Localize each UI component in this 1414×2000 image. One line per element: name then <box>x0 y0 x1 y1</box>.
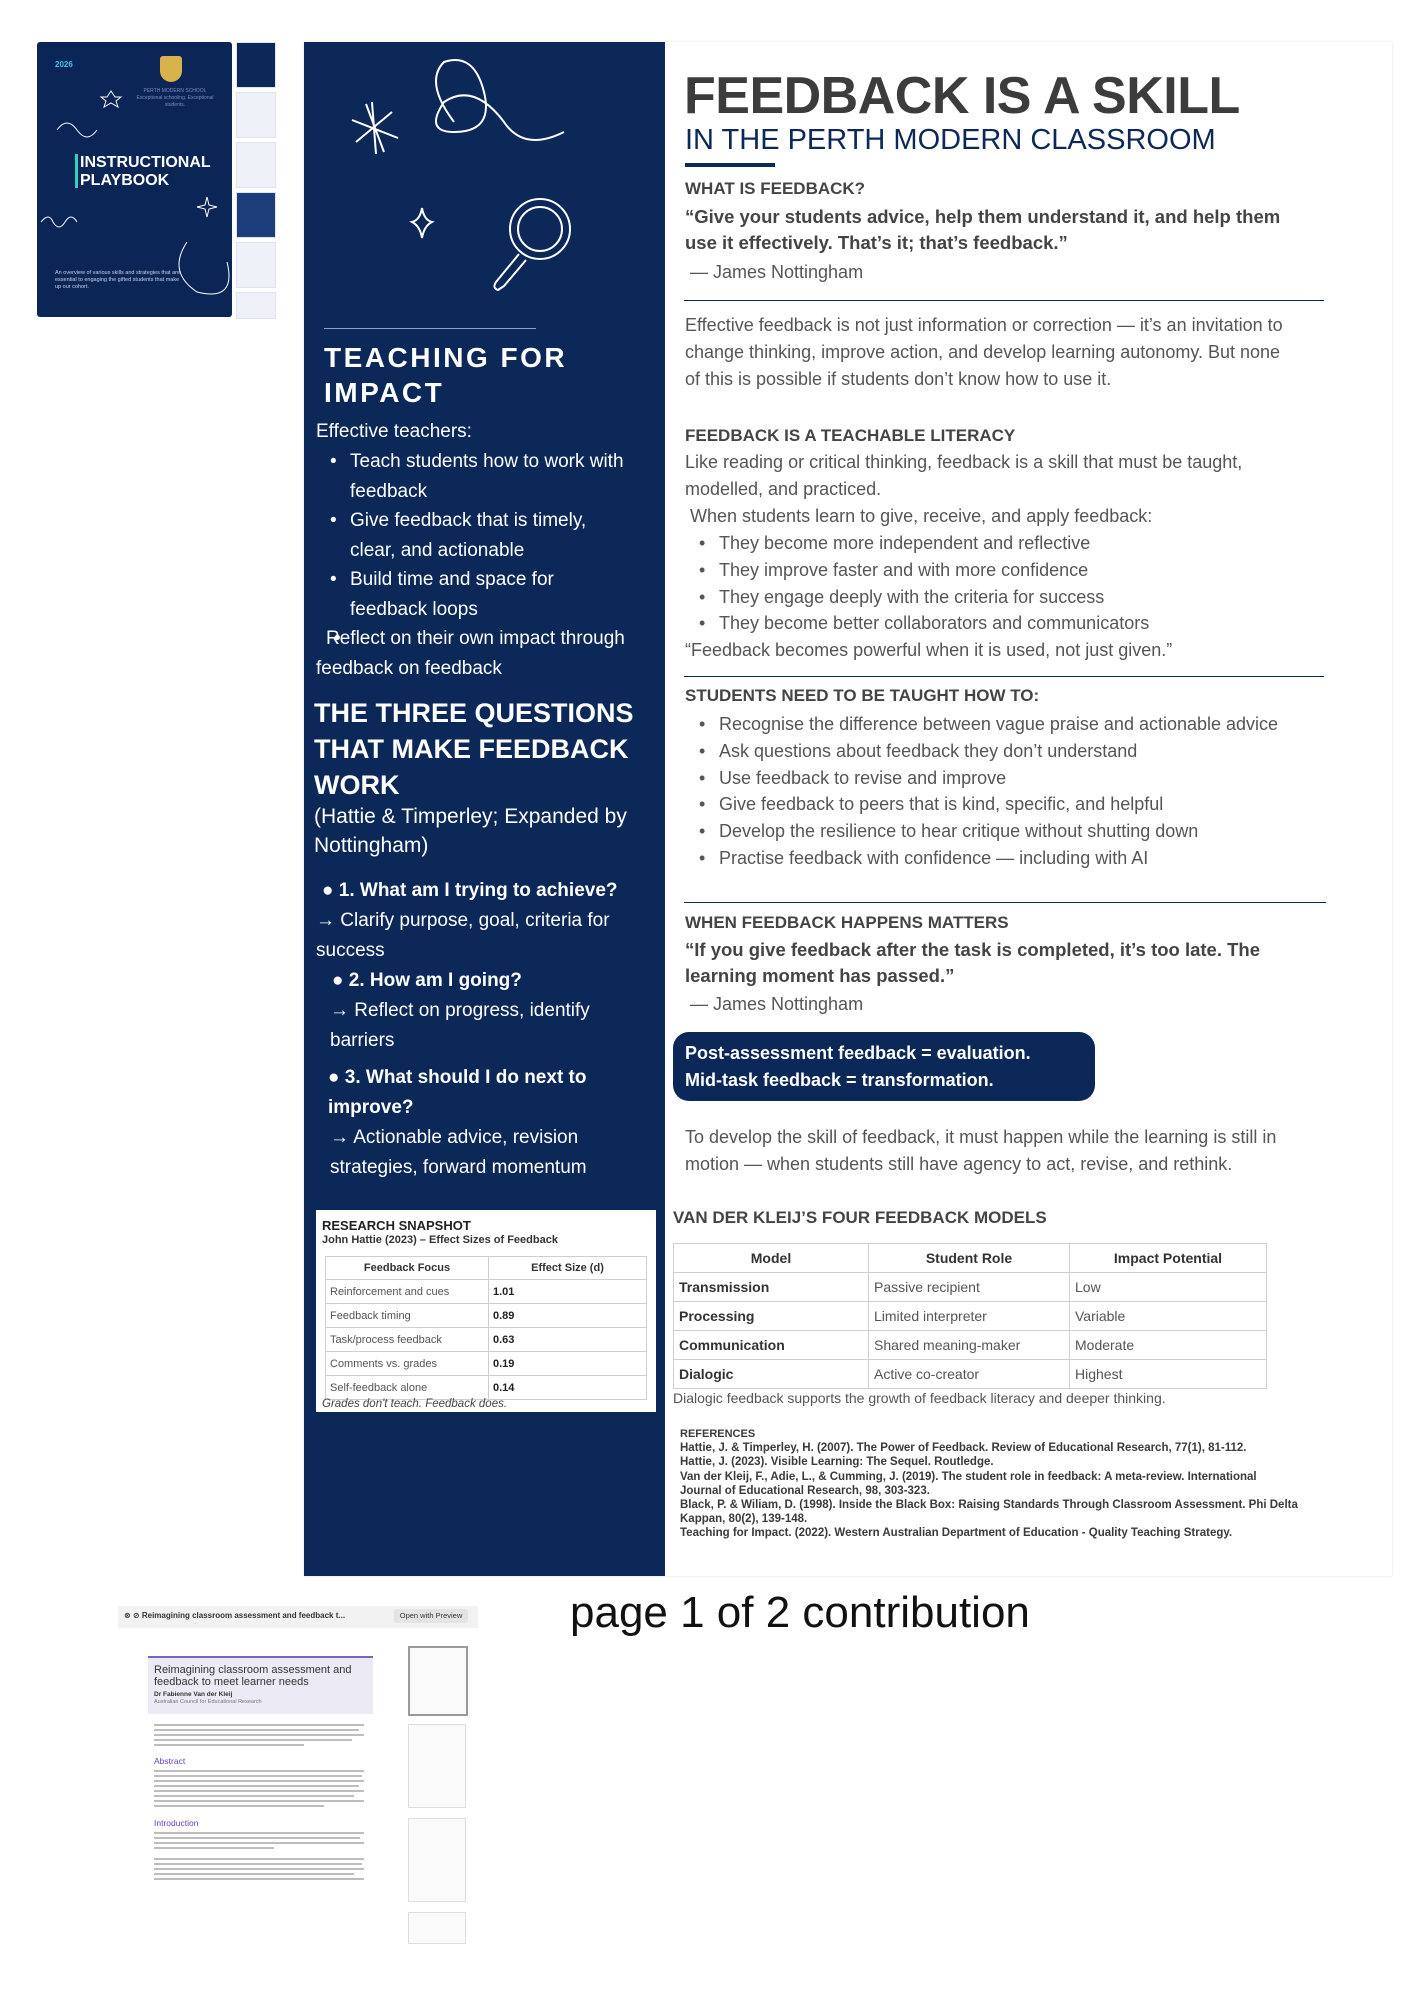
teaching-intro: Effective teachers: <box>316 421 472 442</box>
text-line <box>154 1739 352 1741</box>
column-header: Feedback Focus <box>326 1257 489 1280</box>
table-row <box>326 1376 647 1400</box>
table-cell: Moderate <box>1070 1331 1267 1360</box>
page-thumbnail[interactable] <box>236 142 276 188</box>
list-item: • Develop the resilience to hear critique without shutting down <box>685 818 1295 845</box>
snapshot-subtitle: John Hattie (2023) – Effect Sizes of Feedback <box>322 1234 558 1246</box>
callout-line: Mid-task feedback = transformation. <box>685 1070 994 1090</box>
abstract-heading: Abstract <box>154 1756 186 1766</box>
table-header <box>674 1244 1267 1273</box>
introduction-heading: Introduction <box>154 1818 199 1828</box>
table-row <box>326 1304 647 1328</box>
page-thumbnail[interactable] <box>236 92 276 138</box>
table-header <box>326 1257 647 1280</box>
students-taught-heading: STUDENTS NEED TO BE TAUGHT HOW TO: <box>685 686 1040 705</box>
table-cell: Limited interpreter <box>869 1302 1070 1331</box>
school-crest-icon <box>160 56 182 82</box>
list-item: • Use feedback to revise and improve <box>685 765 1295 792</box>
star-icon <box>412 208 432 238</box>
playbook-page-thumbnails[interactable] <box>236 42 276 317</box>
table-cell: Dialogic <box>674 1360 869 1389</box>
students-taught-list <box>685 711 1295 872</box>
text-line <box>154 1780 364 1782</box>
table-cell: Comments vs. grades <box>326 1352 489 1376</box>
feedback-models-table <box>673 1243 1267 1389</box>
table-row <box>326 1352 647 1376</box>
text-line <box>154 1878 364 1880</box>
text-line <box>154 1800 364 1802</box>
open-with-preview-button[interactable]: Open with Preview <box>394 1609 468 1623</box>
list-item: • Recognise the difference between vague praise and actionable advice <box>685 711 1295 738</box>
table-cell: Task/process feedback <box>326 1328 489 1352</box>
table-row <box>326 1328 647 1352</box>
paper-title: Reimagining classroom assessment and feedback to meet learner needs <box>154 1664 352 1688</box>
teachable-literacy-heading: FEEDBACK IS A TEACHABLE LITERACY <box>685 426 1016 445</box>
cover-title-accent <box>75 154 78 188</box>
feedback-models-heading: VAN DER KLEIJ’S FOUR FEEDBACK MODELS <box>673 1208 1047 1227</box>
column-header: Effect Size (d) <box>489 1257 647 1280</box>
text-line <box>154 1790 364 1792</box>
sparkle-icon <box>352 102 398 154</box>
playbook-cover-thumbnail[interactable] <box>37 42 232 317</box>
table-row <box>674 1360 1267 1389</box>
list-item: • Practise feedback with confidence — including with AI <box>685 845 1295 872</box>
contribution-caption: page 1 of 2 contribution <box>570 1588 1030 1637</box>
list-item: • They engage deeply with the criteria for success <box>685 584 1285 611</box>
page-thumbnail[interactable] <box>236 42 276 88</box>
develop-skill-paragraph: To develop the skill of feedback, it must happen while the learning is still in motion — when students still have agency to act, revise, and rethink. <box>685 1127 1277 1174</box>
text-line <box>154 1858 364 1860</box>
reference-item: Van der Kleij, F., Adie, L., & Cumming, J. (2019). The student role in feedback: A meta-review. International Journal of Educational Research, 98, 303-323. <box>680 1470 1257 1497</box>
text-line <box>154 1734 364 1736</box>
text-line <box>154 1724 364 1726</box>
list-item: • Give feedback that is timely, clear, and actionable <box>316 506 636 565</box>
research-snapshot <box>316 1210 656 1412</box>
text-line <box>154 1729 359 1731</box>
teaching-list <box>316 447 636 683</box>
teaching-for-impact-heading: TEACHING FOR IMPACT <box>324 342 568 408</box>
table-cell: Variable <box>1070 1302 1267 1331</box>
page-thumbnail[interactable] <box>236 242 276 288</box>
reference-item: Teaching for Impact. (2022). Western Australian Department of Education - Quality Teaching Strategy. <box>680 1527 1233 1540</box>
column-header: Model <box>674 1244 869 1273</box>
section-divider <box>684 676 1324 677</box>
page-thumbnail[interactable] <box>408 1818 466 1902</box>
page-thumbnail[interactable] <box>236 292 276 319</box>
page-title: FEEDBACK IS A SKILL <box>684 67 1240 125</box>
effective-feedback-paragraph: Effective feedback is not just information or correction — it’s an invitation to change thinking, improve action, and develop learning autonomy. But none of this is possible if students don’t know how to use it. <box>685 315 1283 389</box>
text-line <box>154 1868 364 1870</box>
cover-school-name: PERTH MODERN SCHOOL Exceptional schooling. Exceptional students. <box>136 88 214 108</box>
snapshot-caption: Grades don't teach. Feedback does. <box>322 1398 508 1410</box>
quote-attribution: — James Nottingham <box>690 262 864 282</box>
column-header: Student Role <box>869 1244 1070 1273</box>
models-note: Dialogic feedback supports the growth of feedback literacy and deeper thinking. <box>673 1390 1166 1406</box>
text-line <box>154 1795 354 1797</box>
quote-attribution: — James Nottingham <box>690 994 864 1014</box>
text-line <box>154 1847 274 1849</box>
table-cell: Reinforcement and cues <box>326 1280 489 1304</box>
list-item: • Teach students how to work with feedback <box>316 447 636 506</box>
what-is-feedback-heading: WHAT IS FEEDBACK? <box>685 179 866 198</box>
list-item: • They become better collaborators and communicators <box>685 610 1285 637</box>
doodle-icons <box>304 42 665 342</box>
question-1: ● 1. What am I trying to achieve? <box>322 880 618 901</box>
cover-title: INSTRUCTIONAL PLAYBOOK <box>80 154 211 189</box>
table-row <box>674 1302 1267 1331</box>
list-item: • Ask questions about feedback they don’t understand <box>685 738 1295 765</box>
page-thumbnail[interactable] <box>408 1724 466 1808</box>
table-cell: Passive recipient <box>869 1273 1070 1302</box>
title-underline <box>685 163 775 167</box>
list-item: • Reflect on their own impact through feedback on feedback <box>316 624 636 683</box>
teachable-literacy-paragraph: Like reading or critical thinking, feedback is a skill that must be taught, modelled, and practiced. <box>685 452 1243 499</box>
list-item: • Give feedback to peers that is kind, specific, and helpful <box>685 791 1295 818</box>
what-is-feedback-quote: “Give your students advice, help them understand it, and help them use it effectively. That’s it; that’s feedback.” <box>685 206 1281 253</box>
text-line <box>154 1873 354 1875</box>
table-row <box>326 1280 647 1304</box>
list-item: • They improve faster and with more confidence <box>685 557 1285 584</box>
text-line <box>154 1832 364 1834</box>
reference-item: Hattie, J. (2023). Visible Learning: The Sequel. Routledge. <box>680 1456 994 1469</box>
benefits-list <box>685 530 1285 637</box>
callout-line: Post-assessment feedback = evaluation. <box>685 1043 1031 1063</box>
table-cell: Self-feedback alone <box>326 1376 489 1400</box>
section-divider <box>684 300 1324 301</box>
effect-size-table <box>325 1256 647 1400</box>
table-cell: Transmission <box>674 1273 869 1302</box>
table-cell: 1.01 <box>489 1280 647 1304</box>
paper-author: Dr Fabienne Van der Kleij <box>154 1691 233 1698</box>
text-line <box>154 1775 362 1777</box>
table-cell: Processing <box>674 1302 869 1331</box>
cover-year: 2026 <box>55 60 73 69</box>
references <box>680 1427 1300 1541</box>
table-cell: Shared meaning-maker <box>869 1331 1070 1360</box>
question-2: ● 2. How am I going? <box>332 970 522 991</box>
text-line <box>154 1837 360 1839</box>
text-line <box>154 1785 359 1787</box>
reference-item: Black, P. & Wiliam, D. (1998). Inside the Black Box: Raising Standards Through Classroom Assessment. Phi Delta Kappan, 80(2), 139-148. <box>680 1499 1298 1526</box>
text-line <box>154 1770 364 1772</box>
three-questions-heading: THE THREE QUESTIONS THAT MAKE FEEDBACK WORK <box>314 698 634 800</box>
table-row <box>674 1331 1267 1360</box>
page-subtitle: IN THE PERTH MODERN CLASSROOM <box>685 124 1216 156</box>
cover-blurb: An overview of various skills and strategies that are essential to engaging the gifted students that make up our cohort. <box>55 270 181 290</box>
table-cell: Active co-creator <box>869 1360 1070 1389</box>
teachable-literacy-lead: When students learn to give, receive, and apply feedback: <box>690 506 1153 526</box>
table-cell: Communication <box>674 1331 869 1360</box>
text-line <box>154 1805 324 1807</box>
snapshot-title: RESEARCH SNAPSHOT <box>322 1218 471 1233</box>
table-row <box>674 1273 1267 1302</box>
preview-window-screenshot[interactable] <box>118 1606 478 1946</box>
three-questions-source: (Hattie & Timperley; Expanded by Nottingham) <box>314 805 627 857</box>
text-line <box>154 1863 362 1865</box>
reference-item: Hattie, J. & Timperley, H. (2007). The Power of Feedback. Review of Educational Research, 77(1), 81-112. <box>680 1442 1247 1455</box>
references-heading: REFERENCES <box>680 1428 756 1440</box>
table-cell: 0.14 <box>489 1376 647 1400</box>
when-feedback-quote: “If you give feedback after the task is completed, it’s too late. The learning moment has passed.” <box>685 939 1261 986</box>
section-divider <box>684 902 1326 903</box>
loop-icon <box>436 60 564 140</box>
list-item: • Build time and space for feedback loops <box>316 565 636 624</box>
page-thumbnail[interactable] <box>408 1912 466 1944</box>
table-cell: 0.63 <box>489 1328 647 1352</box>
text-line <box>154 1744 304 1746</box>
key-message-callout <box>673 1032 1095 1101</box>
section-divider <box>324 328 536 329</box>
question-2-desc: → Reflect on progress, identify barriers <box>330 1000 590 1051</box>
table-cell: 0.89 <box>489 1304 647 1328</box>
table-cell: Feedback timing <box>326 1304 489 1328</box>
page-thumbnail[interactable] <box>408 1646 468 1716</box>
page-thumbnail[interactable] <box>236 192 276 238</box>
question-1-desc: → Clarify purpose, goal, criteria for success <box>316 910 610 961</box>
window-title: ⊗ ⊘ Reimagining classroom assessment and feedback t... <box>124 1611 346 1620</box>
paper-institution: Australian Council for Educational Research <box>154 1699 262 1705</box>
question-3-desc: → Actionable advice, revision strategies, forward momentum <box>330 1127 587 1178</box>
table-cell: 0.19 <box>489 1352 647 1376</box>
text-line <box>154 1842 364 1844</box>
column-header: Impact Potential <box>1070 1244 1267 1273</box>
literacy-quote: “Feedback becomes powerful when it is used, not just given.” <box>685 640 1173 660</box>
when-feedback-heading: WHEN FEEDBACK HAPPENS MATTERS <box>685 913 1009 932</box>
table-cell: Low <box>1070 1273 1267 1302</box>
question-3: ● 3. What should I do next to improve? <box>328 1067 587 1118</box>
table-cell: Highest <box>1070 1360 1267 1389</box>
list-item: • They become more independent and reflective <box>685 530 1285 557</box>
